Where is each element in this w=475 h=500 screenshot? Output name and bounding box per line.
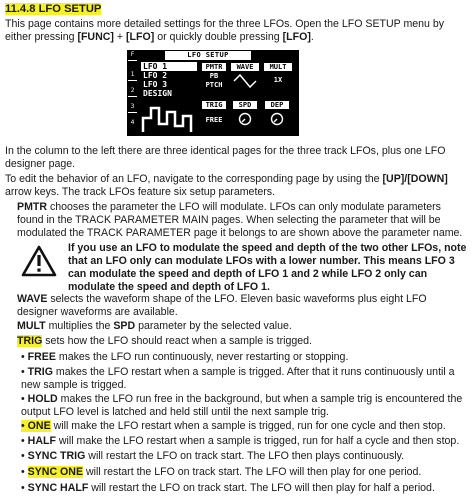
lfo-list-item-3[interactable]: LFO 3 — [143, 80, 168, 89]
sidebar-label-1: 1 — [130, 71, 135, 78]
edit-paragraph: To edit the behavior of an LFO, navigate to the corresponding page by using the [UP]/[DOWN] arrow keys. The track LFOs feature six setup parameters. — [5, 173, 448, 198]
screen-sidebar — [127, 50, 138, 136]
lfo-list-item-1[interactable]: LFO 1 — [141, 62, 197, 71]
lfo-designer-wave-icon — [141, 102, 195, 134]
screen-title: LFO SETUP — [165, 51, 251, 60]
sidebar-label-f: F — [130, 51, 135, 58]
triangle-wave-icon — [233, 73, 257, 89]
pmtr-value-line1: PB — [209, 72, 219, 80]
sidebar-label-2: 2 — [130, 87, 135, 94]
warning-text: If you use an LFO to modulate the speed and depth of the two other LFOs, note that an LFO only can modulate LFOs with a lower number. This means LFO 3 can modulate the speed and depth of LFO 1 and 2 while LFO 2 only can modulate the speed and depth of LFO 1. — [68, 242, 467, 293]
wave-label: WAVE — [231, 63, 259, 71]
dep-label: DEP — [265, 101, 289, 109]
intro-paragraph: This page contains more detailed settings for the three LFOs. Open the LFO SETUP menu by either pressing [FUNC] + [LFO] or quickly double pressing [LFO]. — [5, 18, 445, 43]
list-item-sync-half: • SYNC HALF will restart the LFO on track start. The LFO will then play for half a period. — [21, 482, 435, 494]
list-item-trig: • TRIG makes the LFO restart when a sample is trigged. After that it runs continuously until a new sample is trigged. — [21, 366, 455, 391]
spd-knob-icon — [238, 112, 252, 126]
pmtr-paragraph: PMTR chooses the parameter the LFO will modulate. LFOs can only modulate parameters found in the TRACK PARAMETER MAIN pages. When selecting the parameter that will be modulated the TRACK PARAMETER page it belongs to are shown above the parameter name. — [17, 201, 463, 239]
pmtr-label: PMTR — [202, 63, 226, 71]
wave-paragraph: WAVE selects the waveform shape of the LFO. Eleven basic waveforms plus eight LFO designer waveforms are available. — [17, 293, 427, 318]
lfo-list-item-2[interactable]: LFO 2 — [143, 71, 168, 80]
list-item-half: • HALF will make the LFO restart when a sample is trigged, run for half a cycle and then stop. — [21, 435, 460, 447]
sidebar-label-4: 4 — [130, 119, 135, 126]
list-item-hold: • HOLD makes the LFO run free in the background, but when a sample trig is encountered the output LFO level is latched and held still until the next sample trig. — [21, 393, 463, 418]
column-paragraph: In the column to the left there are three identical pages for the three track LFOs, plus one LFO designer page. — [5, 145, 446, 170]
list-item-sync-trig: • SYNC TRIG will restart the LFO on track start. The LFO then plays continuously. — [21, 450, 405, 462]
lfo-page-list — [141, 62, 197, 98]
pmtr-value-line2: PTCH — [205, 81, 223, 89]
mult-paragraph: MULT multiplies the SPD parameter by the selected value. — [17, 320, 292, 332]
mult-value: 1X — [273, 76, 283, 84]
list-item-sync-one: • SYNC ONE will restart the LFO on track start. The LFO will then play for one period. — [21, 466, 422, 478]
lfo-setup-screen — [127, 50, 299, 136]
mult-label: MULT — [264, 63, 292, 71]
lfo-list-item-design[interactable]: DESIGN — [143, 89, 172, 98]
spd-label: SPD — [233, 101, 257, 109]
sidebar-label-3: 3 — [130, 103, 135, 110]
trig-label: TRIG — [202, 101, 226, 109]
warning-icon — [21, 244, 57, 278]
trig-paragraph: TRIG sets how the LFO should react when a sample is trigged. — [17, 335, 313, 347]
section-heading: 11.4.8 LFO SETUP — [5, 3, 102, 15]
dep-knob-icon — [270, 112, 284, 126]
trig-value: FREE — [205, 116, 223, 124]
list-item-one: • ONE will make the LFO restart when a sample is trigged, run for one cycle and then stop. — [21, 420, 446, 432]
list-item-free: • FREE makes the LFO run continuously, never restarting or stopping. — [21, 351, 349, 363]
